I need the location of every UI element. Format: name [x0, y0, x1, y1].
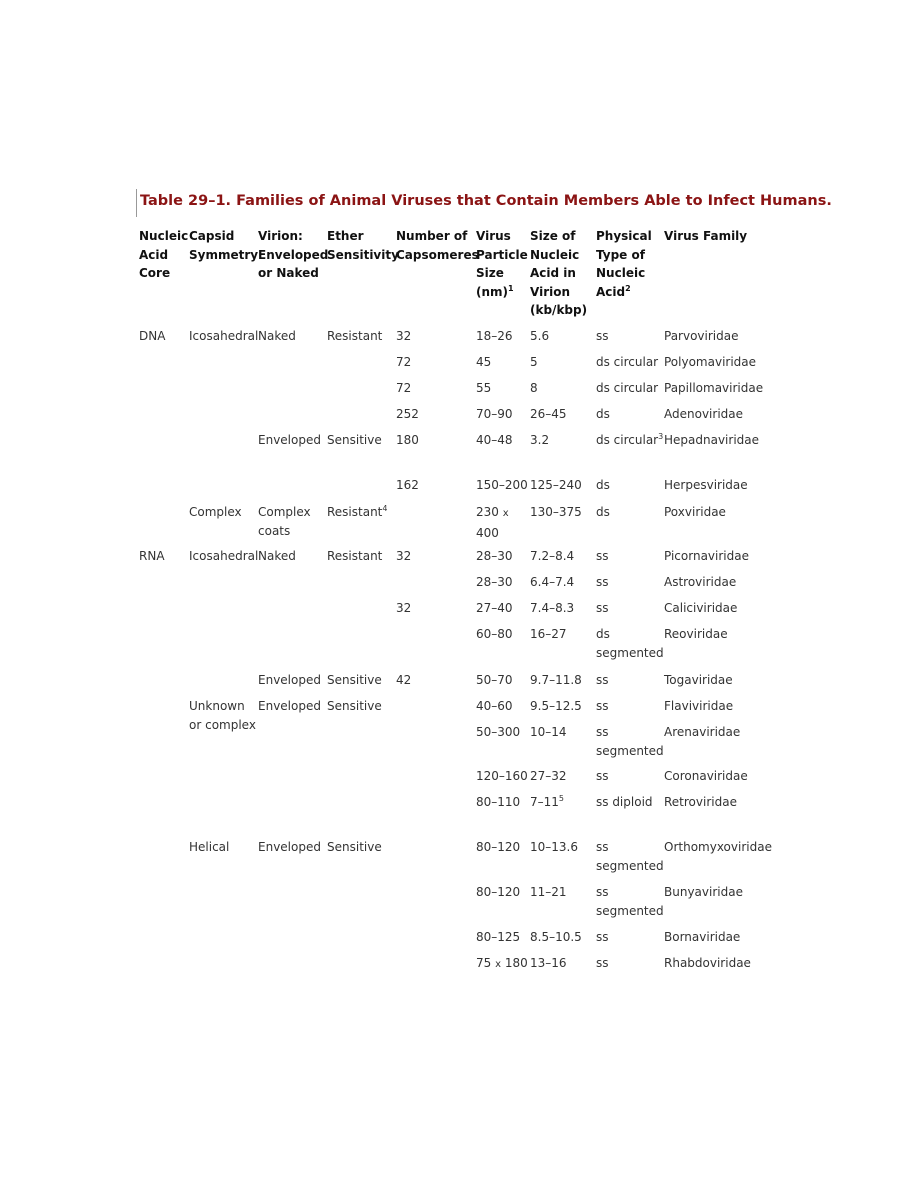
size-value: 45	[476, 355, 492, 369]
acid-size-value: 26–45	[530, 407, 567, 421]
family-value: Bunyaviridae	[664, 885, 743, 899]
acid-type-value: ds	[596, 478, 610, 492]
acid-type-value: ss	[596, 601, 609, 615]
size-value: 80–120	[476, 840, 521, 854]
ether-sensitive: Sensitive	[327, 673, 382, 687]
acid-size-value: 6.4–7.4	[530, 575, 575, 589]
acid-size-value: 125–240	[530, 478, 582, 492]
family-value: Herpesviridae	[664, 478, 748, 492]
size-value: 28–30	[476, 575, 513, 589]
header-nucleic-acid-core: Nucleic Acid Core	[139, 229, 189, 280]
symmetry-complex: Complex	[189, 505, 242, 519]
acid-size-value: 7.2–8.4	[530, 549, 575, 563]
size-value: 50–300	[476, 725, 521, 739]
acid-type-value: ds	[596, 505, 610, 519]
header-capsomeres: Number of Capsomeres	[396, 229, 479, 262]
virion-enveloped: Enveloped	[258, 433, 321, 447]
acid-size-value: 5	[530, 355, 538, 369]
capsomeres-value: 32	[396, 601, 412, 615]
family-value: Caliciviridae	[664, 601, 738, 615]
acid-size-value: 11–21	[530, 885, 567, 899]
core-rna: RNA	[139, 549, 165, 563]
size-value: 80–120	[476, 885, 521, 899]
size-value: 150–200	[476, 478, 528, 492]
virion-enveloped: Enveloped	[258, 840, 321, 854]
size-value: 40–48	[476, 433, 513, 447]
acid-type-value: ss	[596, 575, 609, 589]
size-value: 55	[476, 381, 492, 395]
symmetry-helical: Helical	[189, 840, 230, 854]
header-nucleic-acid-size: Size of Nucleic Acid in Virion (kb/kbp)	[530, 229, 588, 317]
capsomeres-value: 252	[396, 407, 419, 421]
acid-size-value: 27–32	[530, 769, 567, 783]
acid-type-value: ss segmented	[596, 725, 664, 758]
acid-size-value: 7.4–8.3	[530, 601, 575, 615]
acid-type-value: ss segmented	[596, 885, 664, 918]
header-particle-size: Virus Particle Size (nm)$^1$	[476, 229, 528, 299]
family-value: Papillomaviridae	[664, 381, 764, 395]
acid-type-value: ss	[596, 673, 609, 687]
acid-size-value: 16–27	[530, 627, 567, 641]
family-value: Bornaviridae	[664, 930, 741, 944]
ether-sensitive: Sensitive	[327, 433, 382, 447]
ether-resistant: Resistant	[327, 549, 383, 563]
family-value: Adenoviridae	[664, 407, 744, 421]
acid-type-value: ss	[596, 956, 609, 970]
ether-resistant: Resistant	[327, 329, 383, 343]
size-value: 18–26	[476, 329, 513, 343]
acid-size-value: 5.6	[530, 329, 550, 343]
acid-type-value: ss	[596, 769, 609, 783]
family-value: Picornaviridae	[664, 549, 749, 563]
symmetry-icosahedral: Icosahedral	[189, 549, 259, 563]
size-value: 120–160	[476, 769, 528, 783]
virion-enveloped: Enveloped	[258, 699, 321, 713]
virion-enveloped: Enveloped	[258, 673, 321, 687]
acid-size-value: 3.2	[530, 433, 550, 447]
capsomeres-value: 180	[396, 433, 419, 447]
acid-type-value: ss	[596, 930, 609, 944]
acid-type-value: ss	[596, 329, 609, 343]
size-value: 50–70	[476, 673, 513, 687]
acid-size-value: 9.5–12.5	[530, 699, 582, 713]
acid-type-value: ss diploid	[596, 795, 653, 809]
table-title: Table 29–1. Families of Animal Viruses that Contain Members Able to Infect Humans.	[136, 189, 832, 217]
header-physical-type: Physical Type of Nucleic Acid$^2$	[596, 229, 652, 299]
virion-complex-coats: Complex coats	[258, 505, 311, 538]
acid-type-value: ss	[596, 699, 609, 713]
header-capsid-symmetry: Capsid Symmetry	[189, 229, 259, 262]
acid-type-value: ds segmented	[596, 627, 664, 660]
capsomeres-value: 32	[396, 549, 412, 563]
core-dna: DNA	[139, 329, 166, 343]
symmetry-icosahedral: Icosahedral	[189, 329, 259, 343]
family-value: Rhabdoviridae	[664, 956, 751, 970]
family-value: Retroviridae	[664, 795, 737, 809]
virion-naked: Naked	[258, 329, 296, 343]
symmetry-unknown-or-complex: Unknown or complex	[189, 699, 256, 732]
acid-size-value: 9.7–11.8	[530, 673, 582, 687]
size-value: 75 x 180	[476, 956, 528, 970]
family-value: Hepadnaviridae	[664, 433, 760, 447]
ether-sensitive: Sensitive	[327, 840, 382, 854]
ether-resistant: Resistant$^4$	[327, 504, 388, 519]
acid-type-value: ds circular	[596, 355, 659, 369]
family-value: Polyomaviridae	[664, 355, 757, 369]
family-value: Orthomyxoviridae	[664, 840, 772, 854]
family-value: Togaviridae	[664, 673, 733, 687]
family-value: Coronaviridae	[664, 769, 748, 783]
ether-sensitive: Sensitive	[327, 699, 382, 713]
acid-type-value: ds	[596, 407, 610, 421]
capsomeres-value: 42	[396, 673, 412, 687]
acid-size-value: 13–16	[530, 956, 567, 970]
acid-type-value: ss	[596, 549, 609, 563]
family-value: Reoviridae	[664, 627, 728, 641]
size-value: 70–90	[476, 407, 513, 421]
acid-size-value: 8	[530, 381, 538, 395]
acid-type-value: ss segmented	[596, 840, 664, 873]
size-value: 28–30	[476, 549, 513, 563]
acid-size-value: 130–375	[530, 505, 582, 519]
capsomeres-value: 162	[396, 478, 419, 492]
family-value: Astroviridae	[664, 575, 737, 589]
acid-type-value: ds circular$^3$	[596, 432, 664, 447]
family-value: Poxviridae	[664, 505, 726, 519]
acid-size-value: 10–13.6	[530, 840, 578, 854]
size-value: 80–110	[476, 795, 521, 809]
family-value: Parvoviridae	[664, 329, 739, 343]
acid-type-value: ds circular	[596, 381, 659, 395]
capsomeres-value: 32	[396, 329, 412, 343]
family-value: Arenaviridae	[664, 725, 741, 739]
size-value: 230 x 400	[476, 505, 509, 540]
acid-size-value: 10–14	[530, 725, 567, 739]
header-virion: Virion: Enveloped or Naked	[258, 229, 329, 280]
size-value: 60–80	[476, 627, 513, 641]
size-value: 27–40	[476, 601, 513, 615]
capsomeres-value: 72	[396, 355, 412, 369]
family-value: Flaviviridae	[664, 699, 734, 713]
acid-size-value: $7-11^5$	[530, 794, 564, 809]
capsomeres-value: 72	[396, 381, 412, 395]
header-virus-family: Virus Family	[664, 229, 748, 243]
size-value: 40–60	[476, 699, 513, 713]
virion-naked: Naked	[258, 549, 296, 563]
acid-size-value: 8.5–10.5	[530, 930, 582, 944]
header-ether-sensitivity: Ether Sensitivity	[327, 229, 399, 262]
size-value: 80–125	[476, 930, 521, 944]
